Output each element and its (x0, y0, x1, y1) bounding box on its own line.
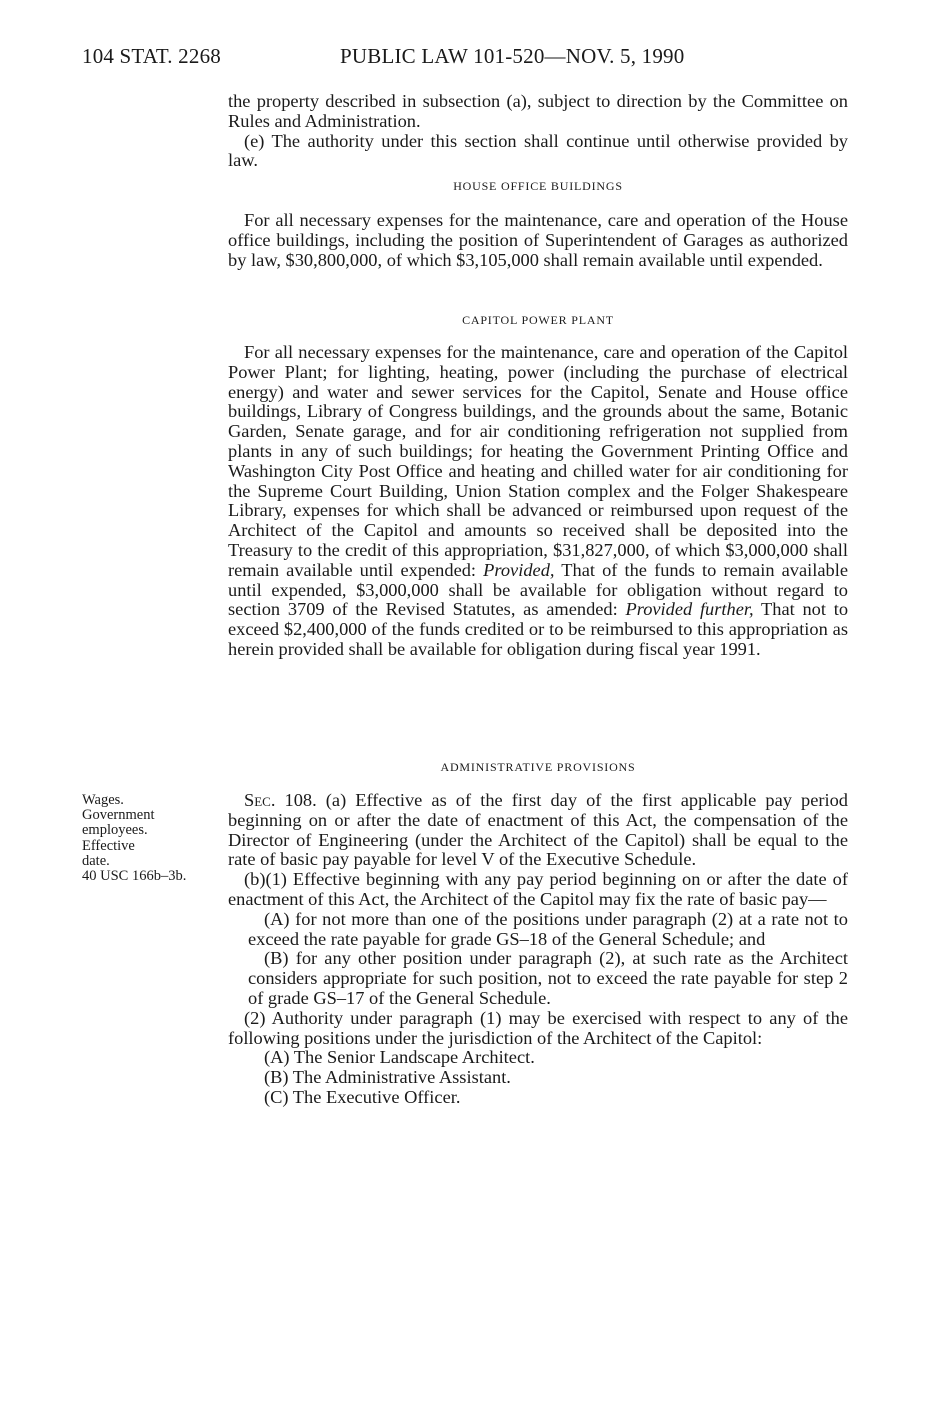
sec-label: Sec. (244, 790, 276, 810)
capitol-power-paragraph (228, 343, 848, 660)
capitol-power-text-a: For all necessary expenses for the maintenance, care and operation of the Capitol Power Plant; for lighting, heating, power (including the purchase of electrical energy) and water and sewer services for the Capitol, Senate and House office buildings, Library of Congress buildings, and the grounds about the same, Botanic Garden, Senate garage, and for air conditioning refrigeration not supplied from plants in any of such buildings; for heating the Government Printing Office and Washington City Post Office and heating and chilled water for air conditioning for the Supreme Court Building, Union Station complex and the Folger Shakespeare Library, expenses for which shall be advanced or reimbursed upon request of the Architect of the Capitol and amounts so received shall be deposited into the Treasury to the credit of this appropriation, $31,827,000, of which $3,000,000 shall remain available until expended: (228, 342, 848, 580)
house-office-section (228, 211, 848, 270)
margin-notes (82, 793, 222, 884)
section-continuation (228, 92, 848, 171)
heading-administrative-provisions: ADMINISTRATIVE PROVISIONS (440, 760, 636, 774)
heading-capitol-power-plant: CAPITOL POWER PLANT (462, 313, 614, 327)
sec-108-a-text: 108. (a) Effective as of the first day of the first applicable pay period beginning on or after the date of enactment of this Act, the compensation of the Director of Engineering (under the Architect of the Capitol) shall be equal to the rate of basic pay payable for level V of the Executive Schedule. (228, 790, 848, 870)
margin-note: 40 USC 166b–3b. (82, 868, 187, 885)
capitol-power-text-b: That of the funds to remain available until expended, $3,000,000 shall be available for obligation without regard to section 3709 of the Revised Statutes, as amended: (228, 559, 848, 620)
section-108-b1: (b)(1) Effective beginning with any pay period beginning on or after the date of enactment of this Act, the Architect of the Capitol may fix the rate of basic pay— (228, 869, 848, 909)
administrative-provisions-section (228, 791, 848, 1108)
heading-house-office-buildings: HOUSE OFFICE BUILDINGS (453, 179, 623, 193)
margin-note: Wages. (82, 792, 124, 808)
section-108-b2: (2) Authority under paragraph (1) may be exercised with respect to any of the following positions under the jurisdiction of the Architect of the Capitol: (228, 1007, 848, 1048)
margin-note: employees. (82, 822, 148, 839)
header-stat-citation: 104 STAT. 2268 (82, 44, 221, 68)
section-108-b1-B: (B) for any other position under paragraph (2), at such rate as the Architect considers appropriate for such position, not to exceed the rate payable for step 2 of grade GS–17 of the General Schedule. (248, 948, 848, 1008)
section-108-b1-A: (A) for not more than one of the positions under paragraph (2) at a rate not to exceed the rate payable for grade GS–18 of the General Schedule; and (248, 908, 848, 949)
provided-italic-2: Provided further, (625, 599, 754, 620)
section-108-b2-A: (A) The Senior Landscape Architect. (264, 1047, 535, 1068)
section-108-b2-C: (C) The Executive Officer. (264, 1086, 461, 1107)
margin-note: Government (82, 807, 155, 824)
provided-italic-1: Provided, (483, 559, 555, 580)
margin-note: Effective (82, 837, 135, 854)
section-108-b2-B: (B) The Administrative Assistant. (264, 1067, 511, 1088)
continuation-paragraph: the property described in subsection (a), subject to direction by the Committee on Rules and Administration. (228, 91, 848, 131)
subsection-e: (e) The authority under this section shall continue until otherwise provided by law. (228, 130, 848, 171)
margin-note: date. (82, 852, 110, 869)
house-office-paragraph: For all necessary expenses for the maintenance, care and operation of the House office buildings, including the position of Superintendent of Garages as authorized by law, $30,800,000, of which $3,105,000 shall remain available until expended. (228, 210, 848, 270)
header-public-law: PUBLIC LAW 101-520—NOV. 5, 1990 (340, 44, 685, 68)
section-108-a (228, 791, 848, 870)
capitol-power-section (228, 343, 848, 660)
capitol-power-text-c: That not to exceed $2,400,000 of the funds credited or to be reimbursed to this appropriation as herein provided shall be available for obligation during fiscal year 1991. (228, 599, 849, 659)
